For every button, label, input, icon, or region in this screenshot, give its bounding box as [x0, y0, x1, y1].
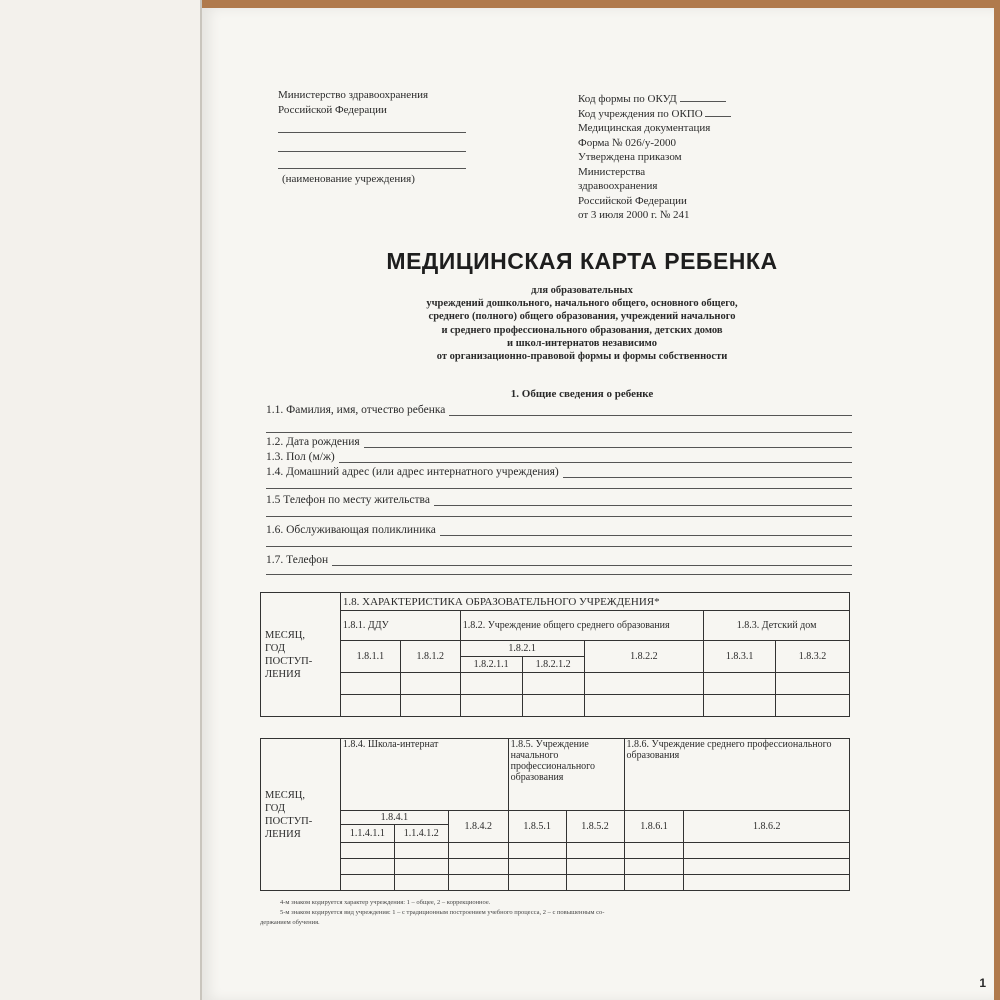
- code-cell: 1.1.4.1.1: [340, 825, 394, 843]
- institution-line-3: [278, 168, 466, 169]
- footnote-line: 4-м знаком кодируется характер учреждения: 1 – общее, 2 – коррекционное.: [280, 899, 491, 906]
- group-primary-vocational: 1.8.5. Учреждение начального профессионального образования: [508, 739, 624, 811]
- code-cell: 1.8.4.1: [340, 811, 448, 825]
- page-number: 1: [979, 976, 986, 990]
- group-secondary-vocational: 1.8.6. Учреждение среднего профессионального образования: [624, 739, 849, 811]
- field-blank-line[interactable]: [266, 546, 852, 547]
- data-cell[interactable]: [394, 843, 448, 859]
- data-cell[interactable]: [584, 695, 704, 717]
- field-home-phone[interactable]: [266, 494, 852, 506]
- field-blank-line[interactable]: [266, 432, 852, 433]
- field-label: 1.7. Телефон: [266, 554, 329, 566]
- field-label: 1.6. Обслуживающая поликлиника: [266, 524, 436, 536]
- field-label: 1.2. Дата рождения: [266, 436, 360, 448]
- data-cell[interactable]: [704, 695, 776, 717]
- code-cell: 1.8.2.1.2: [522, 657, 584, 673]
- institution-table-1: [260, 592, 850, 717]
- order-date: от 3 июля 2000 г. № 241: [578, 209, 690, 221]
- field-home-address[interactable]: [266, 466, 852, 478]
- data-cell[interactable]: [584, 673, 704, 695]
- data-cell[interactable]: [340, 859, 394, 875]
- form-info-line: Медицинская документация: [578, 122, 711, 134]
- data-cell[interactable]: [624, 859, 684, 875]
- data-cell[interactable]: [508, 859, 566, 875]
- ministry-block: [278, 88, 428, 117]
- section-title: 1. Общие сведения о ребенке: [510, 388, 654, 400]
- field-sex[interactable]: [266, 451, 852, 463]
- code-cell: 1.8.6.2: [684, 811, 850, 843]
- field-label: 1.4. Домашний адрес (или адрес интернатного учреждения): [266, 466, 559, 478]
- document-subtitle: для образовательных учреждений дошкольного, начального общего, основного общего, среднего (полного) общего образования, учреждений начального и среднего профессионального образования, детских домов и школ-интернатов независимо от организационно-правовой формы и формы собственности: [426, 285, 738, 363]
- group-boarding-school: 1.8.4. Школа-интернат: [340, 739, 508, 811]
- ministry-line-2: Российской Федерации: [278, 103, 387, 116]
- data-cell[interactable]: [566, 875, 624, 891]
- data-cell[interactable]: [394, 859, 448, 875]
- group-general-school: 1.8.2. Учреждение общего среднего образования: [460, 611, 704, 641]
- field-blank-line[interactable]: [266, 488, 852, 489]
- code-cell: 1.8.3.1: [704, 641, 776, 673]
- data-cell[interactable]: [448, 843, 508, 859]
- field-blank-line[interactable]: [266, 516, 852, 517]
- field-clinic[interactable]: [266, 524, 852, 536]
- field-blank-line[interactable]: [266, 574, 852, 575]
- okud-code: Код формы по ОКУД: [578, 92, 778, 107]
- form-info-line: Министерства: [578, 165, 646, 178]
- code-cell: 1.8.1.2: [400, 641, 460, 673]
- data-cell[interactable]: [508, 843, 566, 859]
- code-cell: 1.1.4.1.2: [394, 825, 448, 843]
- form-info-line: Утверждена приказом: [578, 151, 682, 163]
- data-cell[interactable]: [400, 695, 460, 717]
- data-cell[interactable]: [340, 843, 394, 859]
- code-cell: 1.8.4.2: [448, 811, 508, 843]
- data-cell[interactable]: [340, 875, 394, 891]
- data-cell[interactable]: [624, 843, 684, 859]
- form-info-line: Российской Федерации: [578, 194, 687, 207]
- footnote-line: держанием обучения.: [260, 919, 320, 926]
- data-cell[interactable]: [522, 695, 584, 717]
- code-cell: 1.8.1.1: [340, 641, 400, 673]
- document-page: [202, 8, 994, 1000]
- field-clinic-phone[interactable]: [266, 554, 852, 566]
- row-header-month-year: МЕСЯЦ, ГОД ПОСТУП- ЛЕНИЯ: [261, 739, 341, 891]
- code-cell: 1.8.3.2: [776, 641, 850, 673]
- data-cell[interactable]: [684, 843, 850, 859]
- form-number: Форма № 026/у-2000: [578, 136, 677, 149]
- data-cell[interactable]: [776, 673, 850, 695]
- data-cell[interactable]: [684, 875, 850, 891]
- footnote-line: 5-м знаком кодируется вид учреждения: 1 – с традиционным построением учебного процесса, 2 – с повышенным со-: [280, 909, 605, 916]
- data-cell[interactable]: [508, 875, 566, 891]
- table-caption: 1.8. ХАРАКТЕРИСТИКА ОБРАЗОВАТЕЛЬНОГО УЧРЕЖДЕНИЯ*: [340, 593, 849, 611]
- institution-caption: (наименование учреждения): [282, 173, 415, 185]
- field-label: 1.1. Фамилия, имя, отчество ребенка: [266, 404, 446, 416]
- field-label: 1.5 Телефон по месту жительства: [266, 494, 430, 506]
- data-cell[interactable]: [776, 695, 850, 717]
- okpo-code: Код учреждения по ОКПО: [578, 107, 778, 122]
- data-cell[interactable]: [624, 875, 684, 891]
- data-cell[interactable]: [460, 673, 522, 695]
- data-cell[interactable]: [566, 843, 624, 859]
- data-cell[interactable]: [448, 859, 508, 875]
- group-orphanage: 1.8.3. Детский дом: [704, 611, 850, 641]
- data-cell[interactable]: [566, 859, 624, 875]
- institution-line-2: [278, 151, 466, 152]
- data-cell[interactable]: [460, 695, 522, 717]
- field-label: 1.3. Пол (м/ж): [266, 451, 335, 463]
- form-info-block: [578, 92, 778, 223]
- data-cell[interactable]: [400, 673, 460, 695]
- group-ddu: 1.8.1. ДДУ: [340, 611, 460, 641]
- row-header-month-year: МЕСЯЦ, ГОД ПОСТУП- ЛЕНИЯ: [261, 593, 341, 717]
- footnotes: [260, 898, 860, 928]
- data-cell[interactable]: [704, 673, 776, 695]
- data-cell[interactable]: [684, 859, 850, 875]
- code-cell: 1.8.6.1: [624, 811, 684, 843]
- ministry-line-1: Министерство здравоохранения: [278, 89, 429, 101]
- code-cell: 1.8.2.1: [460, 641, 584, 657]
- field-birth-date[interactable]: [266, 436, 852, 448]
- left-page: [0, 0, 202, 1000]
- document-title: МЕДИЦИНСКАЯ КАРТА РЕБЕНКА: [386, 248, 778, 274]
- institution-line-1: [278, 132, 466, 133]
- code-cell: 1.8.5.1: [508, 811, 566, 843]
- field-full-name[interactable]: [266, 404, 852, 416]
- code-cell: 1.8.5.2: [566, 811, 624, 843]
- data-cell[interactable]: [448, 875, 508, 891]
- data-cell[interactable]: [394, 875, 448, 891]
- code-cell: 1.8.2.1.1: [460, 657, 522, 673]
- data-cell[interactable]: [522, 673, 584, 695]
- form-info-line: здравоохранения: [578, 180, 658, 192]
- code-cell: 1.8.2.2: [584, 641, 704, 673]
- institution-table-2: [260, 738, 850, 891]
- data-cell[interactable]: [340, 695, 400, 717]
- data-cell[interactable]: [340, 673, 400, 695]
